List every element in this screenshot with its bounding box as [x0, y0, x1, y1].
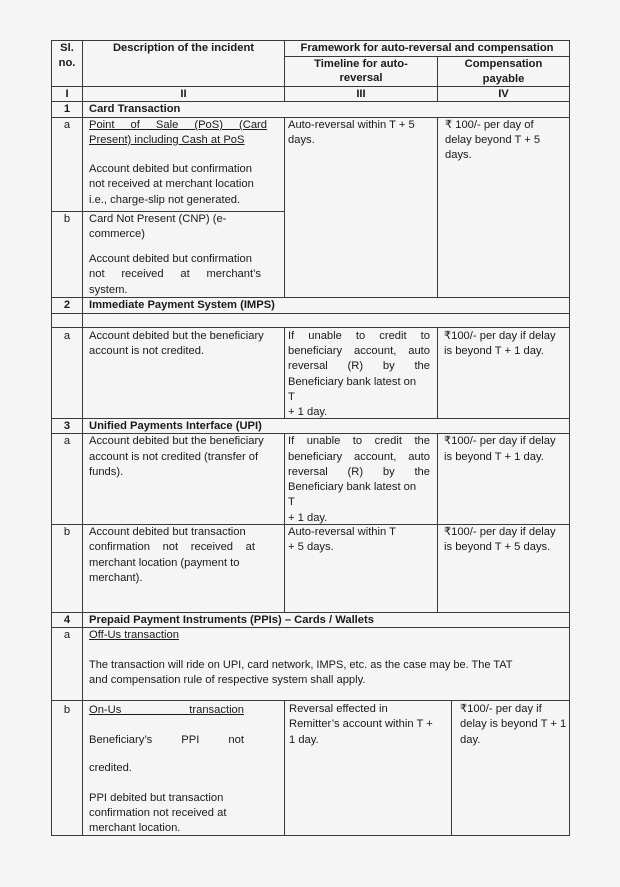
section-number: 2 [63, 299, 71, 311]
rule [569, 40, 570, 836]
incident-description: Point of Sale (PoS) (Card [89, 119, 267, 131]
incident-description: not received at merchant’s [89, 268, 261, 280]
header-timeline: Timeline for auto- [314, 58, 408, 70]
compensation-text: ₹100/- per day if delay [444, 526, 556, 538]
incident-description: Present) including Cash at PoS [89, 134, 245, 146]
compensation-text: is beyond T + 1 day. [444, 451, 544, 463]
rule-paragraph: The transaction will ride on UPI, card network, IMPS, etc. as the case may be. The TAT [89, 659, 513, 671]
rule [284, 117, 285, 298]
timeline-text: Remitter’s account within T + [289, 718, 433, 730]
incident-description: Account debited but the beneficiary [89, 435, 264, 447]
incident-description: system. [89, 284, 128, 296]
timeline-text: If unable to credit the [288, 435, 430, 447]
column-number: II [180, 88, 187, 100]
rule [284, 700, 285, 836]
row-label: a [63, 330, 71, 342]
compensation-text: is beyond T + 1 day. [444, 345, 544, 357]
compensation-text: ₹100/- per day if delay [444, 435, 556, 447]
column-number: III [356, 88, 366, 100]
row-label: b [63, 213, 71, 225]
column-number: IV [498, 88, 509, 100]
section-number: 3 [63, 420, 71, 432]
incident-description: Account debited but the beneficiary [89, 330, 264, 342]
section-title: Prepaid Payment Instruments (PPIs) – Cards / Wallets [89, 614, 374, 626]
header-description: Description of the incident [112, 42, 255, 54]
incident-description: confirmation not received at [89, 807, 227, 819]
header-framework: Framework for auto-reversal and compensation [300, 42, 554, 54]
timeline-text: beneficiary account, auto [288, 451, 430, 463]
rule [437, 433, 438, 613]
timeline-text: 1 day. [289, 734, 319, 746]
rule [437, 117, 438, 298]
rule [51, 327, 570, 328]
timeline-text: + 1 day. [288, 512, 328, 524]
incident-description: Card Not Present (CNP) (e- [89, 213, 227, 225]
incident-description: On-Us transaction [89, 704, 244, 716]
incident-description: account is not credited (transfer of [89, 451, 259, 463]
section-number: 4 [63, 614, 71, 626]
compensation-text: delay is beyond T + 1 [460, 718, 567, 730]
timeline-text: + 1 day. [288, 406, 328, 418]
compensation-text: ₹100/- per day if [460, 703, 542, 715]
header-compensation: payable [482, 73, 525, 85]
compensation-text: day. [460, 734, 481, 746]
incident-description: Account debited but confirmation [89, 253, 252, 265]
incident-description: merchant location (payment to [89, 557, 240, 569]
timeline-text: + 5 days. [288, 541, 334, 553]
header-slno: Sl. [60, 42, 74, 54]
timeline-text: reversal (R) by the [288, 466, 430, 478]
incident-description: Account debited but confirmation [89, 163, 252, 175]
incident-description: Off-Us transaction [89, 629, 179, 641]
incident-description: credited. [89, 762, 132, 774]
compensation-text: is beyond T + 5 days. [444, 541, 551, 553]
header-slno: no. [58, 57, 76, 69]
timeline-text: reversal (R) by the [288, 360, 430, 372]
timeline-text: Beneficiary bank latest on [288, 481, 417, 493]
row-label: b [63, 704, 71, 716]
compensation-text: ₹100/- per day if delay [444, 330, 556, 342]
compensation-text: days. [445, 149, 472, 161]
timeline-text: beneficiary account, auto [288, 345, 430, 357]
rule [451, 700, 452, 836]
incident-description: merchant location. [89, 822, 181, 834]
incident-description: Beneficiary’s PPI not [89, 734, 244, 746]
section-number: 1 [63, 103, 71, 115]
timeline-text: Auto-reversal within T + 5 [288, 119, 415, 131]
row-label: a [63, 435, 71, 447]
timeline-text: Auto-reversal within T [288, 526, 396, 538]
timeline-text: If unable to credit to [288, 330, 430, 342]
timeline-text: Beneficiary bank latest on [288, 376, 417, 388]
timeline-text: days. [288, 134, 315, 146]
section-title: Immediate Payment System (IMPS) [89, 299, 275, 311]
row-label: a [63, 629, 71, 641]
timeline-text: T [288, 391, 295, 403]
compensation-text: delay beyond T + 5 [445, 134, 541, 146]
rule [284, 433, 285, 613]
timeline-text: T [288, 496, 295, 508]
header-timeline: reversal [339, 72, 383, 84]
incident-description: confirmation not received at [89, 541, 255, 553]
incident-description: merchant). [89, 572, 143, 584]
rule [284, 327, 285, 419]
incident-description: Account debited but transaction [89, 526, 246, 538]
compensation-text: ₹ 100/- per day of [445, 119, 534, 131]
column-number: I [65, 88, 69, 100]
section-title: Unified Payments Interface (UPI) [89, 420, 262, 432]
row-label: a [63, 119, 71, 131]
timeline-text: Reversal effected in [289, 703, 388, 715]
rule [82, 40, 83, 836]
incident-description: commerce) [89, 228, 145, 240]
rule [51, 700, 570, 701]
incident-description: account is not credited. [89, 345, 205, 357]
incident-description: not received at merchant location [89, 178, 254, 190]
incident-description: i.e., charge-slip not generated. [89, 194, 241, 206]
incident-description: funds). [89, 466, 124, 478]
header-compensation: Compensation [464, 58, 543, 70]
incident-description: PPI debited but transaction [89, 792, 224, 804]
row-label: b [63, 526, 71, 538]
section-title: Card Transaction [89, 103, 181, 115]
rule [437, 327, 438, 419]
rule-paragraph: and compensation rule of respective system shall apply. [89, 674, 366, 686]
